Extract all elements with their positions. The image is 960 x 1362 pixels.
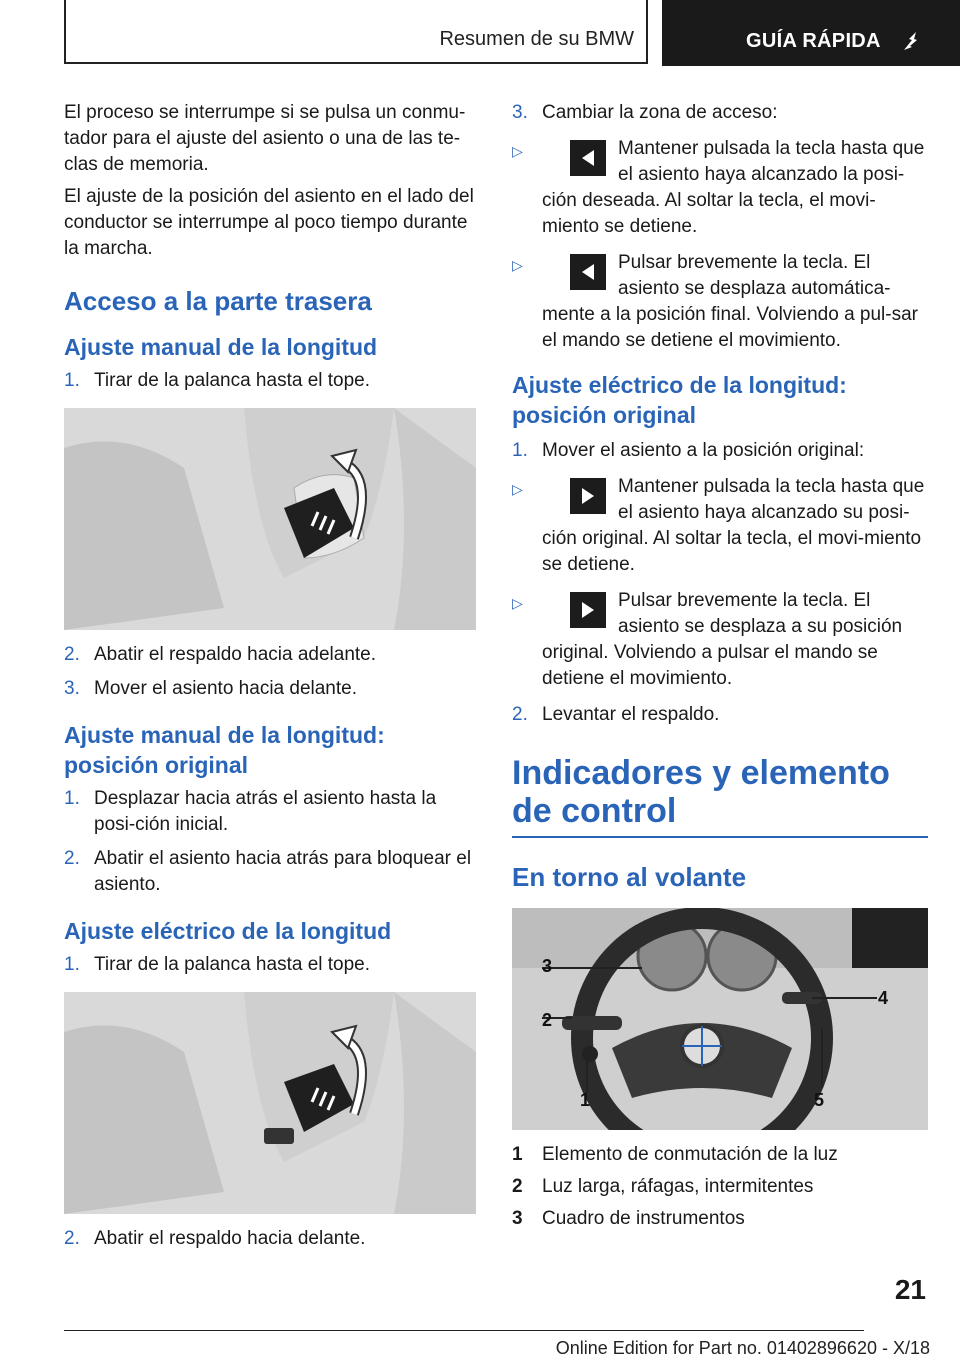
- heading-rear-access: Acceso a la parte trasera: [64, 286, 372, 316]
- bullet-tap-back: ▷ Pulsar brevemente la tecla. El asiento se desplaza automática-mente a la posición final. Volviendo a pul-sar el mando se detiene el movimiento.: [512, 252, 919, 351]
- triangle-bullet-icon: ▷: [512, 143, 523, 159]
- section-rule: [512, 836, 928, 838]
- header-section-title: Resumen de su BMW: [439, 28, 634, 50]
- paragraph-interrupt: El proceso se interrumpe si se pulsa un conmu-tador para el ajuste del asiento o una de las te-clas de memoria.: [64, 102, 466, 175]
- header-guide-tab: [662, 0, 960, 66]
- callout-3: 3: [542, 956, 553, 976]
- heading-steering-wheel: En torno al volante: [512, 862, 747, 892]
- bullet-tap-forward: ▷ Pulsar brevemente la tecla. El asiento se desplaza a su posición original. Volviendo a pulsar el mando se detiene el movimiento.: [512, 590, 903, 689]
- step-elec-2: 2. Abatir el respaldo hacia delante.: [64, 1228, 366, 1249]
- callout-4: 4: [878, 988, 889, 1008]
- step-manual-orig-1: 1. Desplazar hacia atrás el asiento hasta la posi-ción inicial.: [64, 788, 437, 835]
- triangle-bullet-icon: ▷: [512, 257, 523, 273]
- callout-2: 2: [542, 1010, 553, 1030]
- footer-rule: [64, 1330, 864, 1331]
- heading-indicators: Indicadores y elemento de control: [512, 754, 890, 830]
- step-elec-1: 1. Tirar de la palanca hasta el tope.: [64, 954, 371, 975]
- legend-item: 2 Luz larga, ráfagas, intermitentes: [512, 1176, 814, 1197]
- step-manual-2: 2. Abatir el respaldo hacia adelante.: [64, 644, 377, 665]
- legend-item: 1 Elemento de conmutación de la luz: [512, 1144, 838, 1165]
- step-manual-1: 1. Tirar de la palanca hasta el tope.: [64, 370, 371, 391]
- bullet-hold-back: ▷ Mantener pulsada la tecla hasta que el asiento haya alcanzado la posi-ción deseada. Al soltar la tecla, el movi-miento se detiene.: [512, 138, 925, 237]
- heading-electric-original: Ajuste eléctrico de la longitud: posición original: [512, 372, 847, 428]
- step-move-original: 1. Mover el asiento a la posición original:: [512, 440, 865, 461]
- callout-1: 1: [580, 1090, 591, 1110]
- header-guide-label: GUÍA RÁPIDA: [746, 30, 881, 52]
- step-raise-backrest: 2. Levantar el respaldo.: [512, 704, 720, 725]
- triangle-bullet-icon: ▷: [512, 481, 523, 497]
- page-number: 21: [894, 1274, 926, 1305]
- seat-lever-photo: [64, 408, 476, 630]
- right-column: [512, 100, 928, 1238]
- step-access-zone: 3. Cambiar la zona de acceso:: [512, 102, 778, 123]
- left-column: [64, 100, 476, 1260]
- step-manual-orig-2: 2. Abatir el asiento hacia atrás para bloquear el asiento.: [64, 848, 472, 895]
- footer-edition: Online Edition for Part no. 01402896620 - X/18: [555, 1338, 930, 1358]
- steering-wheel-photo: [512, 908, 928, 1130]
- lightning-icon: [902, 30, 924, 52]
- backward-button-icon: [570, 140, 606, 176]
- backward-button-icon: [570, 254, 606, 290]
- legend-item: 3 Cuadro de instrumentos: [512, 1208, 745, 1229]
- heading-manual-length: Ajuste manual de la longitud: [64, 334, 378, 360]
- seat-electric-photo: [64, 992, 476, 1214]
- header-section-box: [64, 0, 648, 64]
- forward-button-icon: [570, 478, 606, 514]
- paragraph-driver-side: El ajuste de la posición del asiento en el lado del conductor se interrumpe al poco tiempo durante la marcha.: [64, 186, 474, 259]
- triangle-bullet-icon: ▷: [512, 595, 523, 611]
- step-manual-3: 3. Mover el asiento hacia delante.: [64, 678, 357, 699]
- bullet-hold-forward: ▷ Mantener pulsada la tecla hasta que el asiento haya alcanzado su posi-ción original. Al soltar la tecla, el movi-miento se detiene.: [512, 476, 925, 575]
- heading-electric-length: Ajuste eléctrico de la longitud: [64, 918, 392, 944]
- heading-manual-original: Ajuste manual de la longitud: posición original: [64, 722, 385, 778]
- callout-5: 5: [814, 1090, 825, 1110]
- legend-list: [512, 1142, 928, 1232]
- forward-button-icon: [570, 592, 606, 628]
